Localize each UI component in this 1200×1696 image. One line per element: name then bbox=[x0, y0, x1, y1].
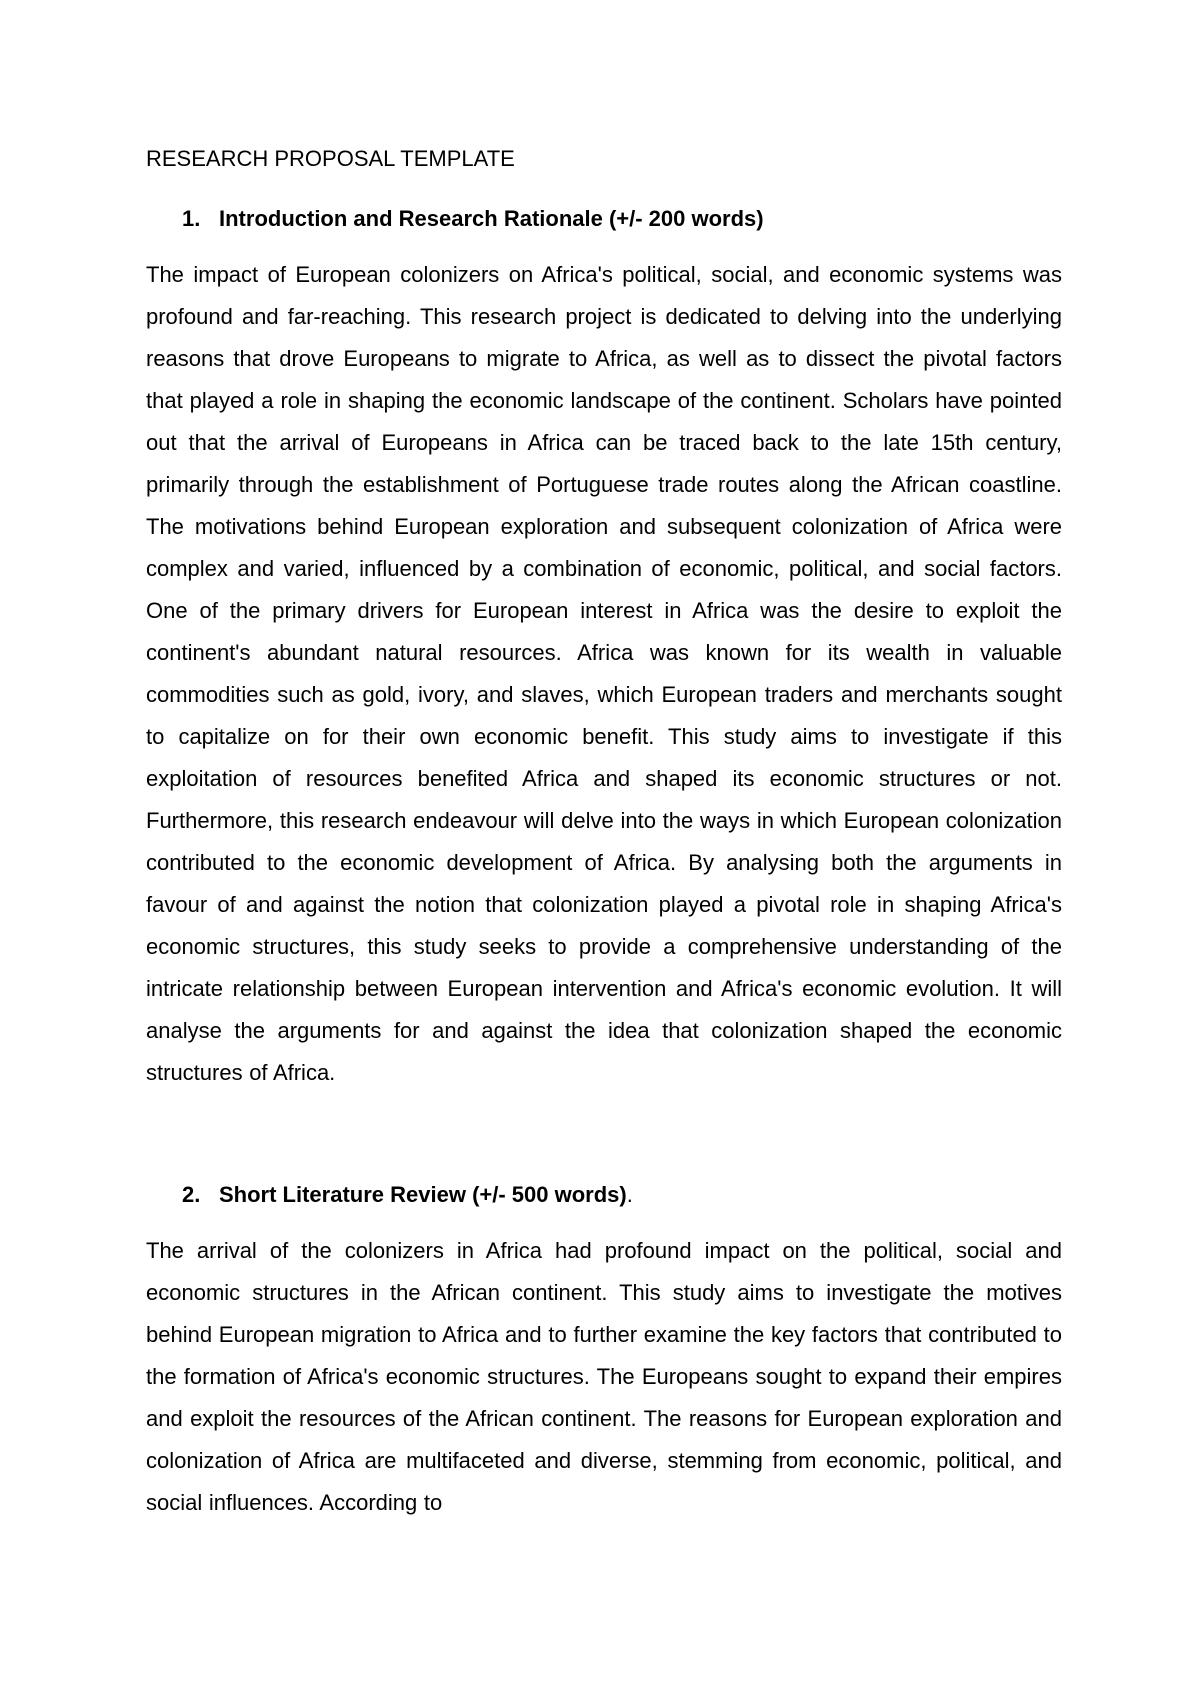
section-1-heading-text: Introduction and Research Rationale (+/- 200 words) bbox=[219, 206, 764, 231]
section-2-number: 2. bbox=[182, 1182, 201, 1207]
section-2-heading-trail: . bbox=[626, 1182, 633, 1207]
section-spacer bbox=[146, 1094, 1062, 1178]
section-1-number: 1. bbox=[182, 206, 201, 231]
document-title: RESEARCH PROPOSAL TEMPLATE bbox=[146, 146, 515, 171]
section-1-heading bbox=[146, 202, 1062, 236]
section-1-paragraph: The impact of European colonizers on Africa's political, social, and economic systems was profound and far-reaching. This research project is dedicated to delving into the underlying reasons that drove Europeans to migrate to Africa, as well as to dissect the pivotal factors that played a role in shaping the economic landscape of the continent. Scholars have pointed out that the arrival of Europeans in Africa can be traced back to the late 15th century, primarily through the establishment of Portuguese trade routes along the African coastline. The motivations behind European exploration and subsequent colonization of Africa were complex and varied, influenced by a combination of economic, political, and social factors. One of the primary drivers for European interest in Africa was the desire to exploit the continent's abundant natural resources. Africa was known for its wealth in valuable commodities such as gold, ivory, and slaves, which European traders and merchants sought to capitalize on for their own economic benefit. This study aims to investigate if this exploitation of resources benefited Africa and shaped its economic structures or not. Furthermore, this research endeavour will delve into the ways in which European colonization contributed to the economic development of Africa. By analysing both the arguments in favour of and against the notion that colonization played a pivotal role in shaping Africa's economic structures, this study seeks to provide a comprehensive understanding of the intricate relationship between European intervention and Africa's economic evolution. It will analyse the arguments for and against the idea that colonization shaped the economic structures of Africa. bbox=[146, 262, 1062, 1085]
document-body bbox=[146, 142, 1062, 1524]
section-2-heading-text: Short Literature Review (+/- 500 words) bbox=[219, 1182, 627, 1207]
section-2-paragraph: The arrival of the colonizers in Africa had profound impact on the political, social and economic structures in the African continent. This study aims to investigate the motives behind European migration to Africa and to further examine the key factors that contributed to the formation of Africa's economic structures. The Europeans sought to expand their empires and exploit the resources of the African continent. The reasons for European exploration and colonization of Africa are multifaceted and diverse, stemming from economic, political, and social influences. According to bbox=[146, 1238, 1062, 1515]
section-2-heading bbox=[146, 1178, 1062, 1212]
